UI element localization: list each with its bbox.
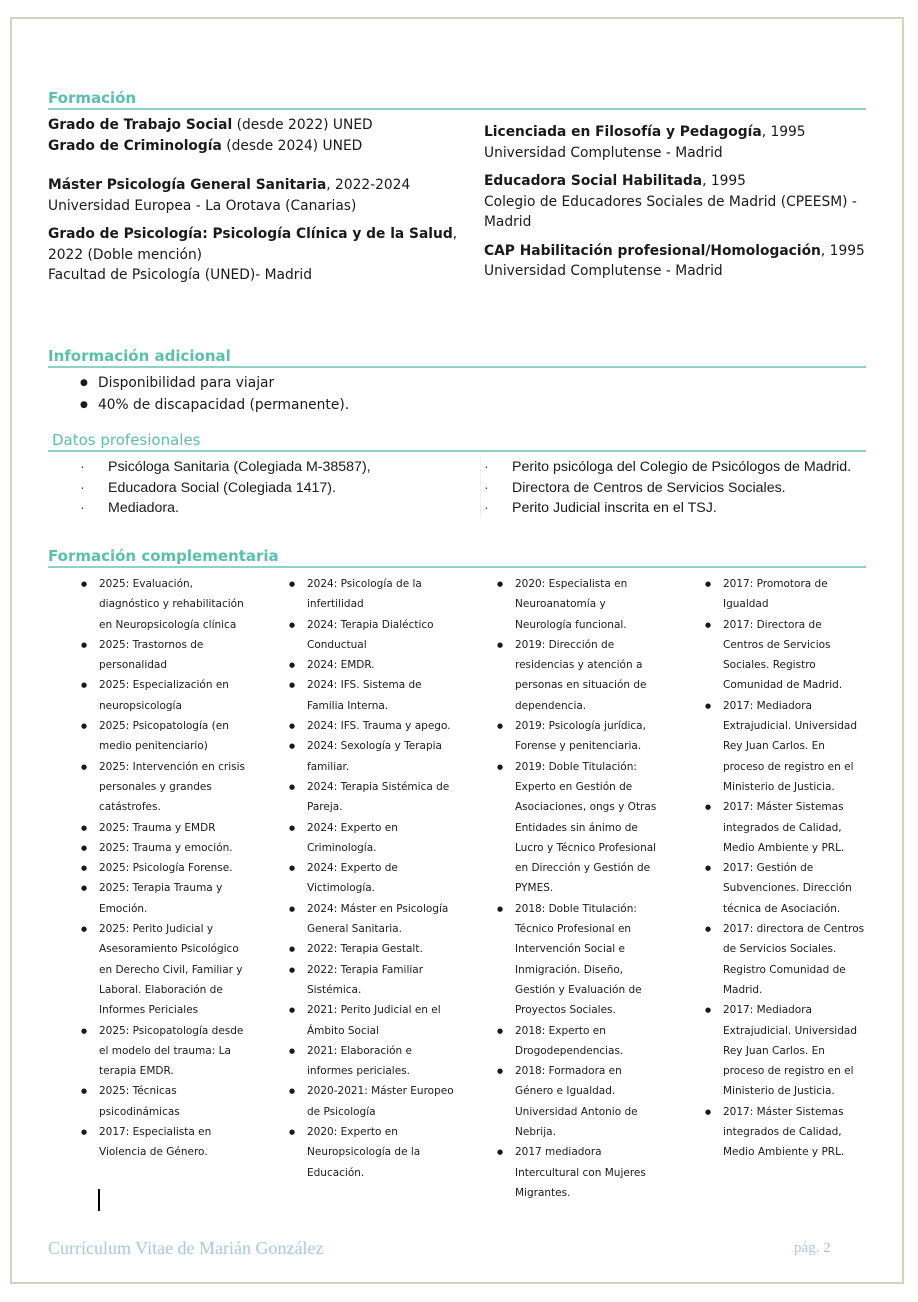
list-item: ● 2019: Doble Titulación: Experto en Gestión de Asociaciones, ongs y Otras Entidades sin ánimo de Lucro y Técnico Profesional en Dirección y Gestión de PYMES. — [497, 757, 663, 899]
list-item: ● 2017: Gestión de Subvenciones. Dirección técnica de Asociación. — [705, 858, 865, 919]
list-item: ● 2024: Experto en Criminología. — [289, 818, 455, 859]
list-item: ● 2025: Trauma y EMDR — [81, 818, 247, 838]
edu-item — [484, 171, 874, 192]
section-title-formacion-complementaria: Formación complementaria — [48, 547, 866, 568]
education-right — [484, 122, 874, 282]
list-item: ● 2021: Elaboración e informes periciales. — [289, 1041, 455, 1082]
complementaria-col-1 — [81, 574, 247, 1163]
edu-title: Máster Psicología General Sanitaria — [48, 177, 327, 193]
list-item: ● 2025: Perito Judicial y Asesoramiento Psicológico en Derecho Civil, Familiar y Laboral. Elaboración de Informes Periciales — [81, 919, 247, 1020]
list-item: ● 2017 mediadora Intercultural con Mujeres Migrantes. — [497, 1142, 663, 1203]
list-item: ● 2022: Terapia Familiar Sistémica. — [289, 960, 455, 1001]
list-item: ● 2019: Dirección de residencias y atención a personas en situación de dependencia. — [497, 635, 663, 716]
edu-title: Grado de Trabajo Social — [48, 117, 233, 133]
edu-institution: Universidad Europea - La Orotava (Canarias) — [48, 197, 357, 214]
edu-item — [48, 175, 468, 196]
section-title-formacion: Formación — [48, 89, 866, 110]
list-item: ● 2020-2021: Máster Europeo de Psicología — [289, 1081, 455, 1122]
edu-item — [484, 241, 874, 262]
list-item: ● 2017: Promotora de Igualdad — [705, 574, 865, 615]
list-item: ● 2024: Sexología y Terapia familiar. — [289, 736, 455, 777]
edu-title: Grado de Psicología: Psicología Clínica y de la Salud — [48, 226, 453, 242]
complementaria-col-4 — [705, 574, 865, 1163]
list-item: · Psicóloga Sanitaria (Colegiada M-38587), — [80, 457, 371, 478]
datos-list-left — [80, 457, 371, 519]
list-item: ● 2025: Psicopatología (en medio penitenciario) — [81, 716, 247, 757]
list-item: ● 2020: Especialista en Neuroanatomía y Neurología funcional. — [497, 574, 663, 635]
edu-item — [48, 136, 468, 157]
list-item: ● 2018: Experto en Drogodependencias. — [497, 1021, 663, 1062]
list-item: ● 2017: Mediadora Extrajudicial. Universidad Rey Juan Carlos. En proceso de registro en el Ministerio de Justicia. — [705, 1000, 865, 1101]
list-item: ● 2018: Formadora en Género e Igualdad. Universidad Antonio de Nebrija. — [497, 1061, 663, 1142]
list-item: ● 2025: Especialización en neuropsicología — [81, 675, 247, 716]
edu-item — [484, 122, 874, 143]
list-item: ● 2020: Experto en Neuropsicología de la Educación. — [289, 1122, 455, 1183]
list-item: · Mediadora. — [80, 498, 371, 519]
list-item: ● 2024: IFS. Sistema de Familia Interna. — [289, 675, 455, 716]
list-item: ● 2024: Psicología de la infertilidad — [289, 574, 455, 615]
datos-list-right — [484, 457, 851, 519]
list-item: ● 2017: Máster Sistemas integrados de Calidad, Medio Ambiente y PRL. — [705, 797, 865, 858]
complementaria-col-2 — [289, 574, 455, 1183]
edu-detail: (desde 2022) UNED — [232, 117, 373, 133]
list-item: ● 2025: Trauma y emoción. — [81, 838, 247, 858]
edu-item — [48, 115, 468, 136]
list-item: · Perito Judicial inscrita en el TSJ. — [484, 498, 851, 519]
edu-title: Grado de Criminología — [48, 137, 222, 154]
edu-detail: (desde 2024) UNED — [221, 137, 363, 154]
complementaria-col-3 — [497, 574, 663, 1203]
list-item: ● 2017: Mediadora Extrajudicial. Universidad Rey Juan Carlos. En proceso de registro en el Ministerio de Justicia. — [705, 696, 865, 797]
list-item: ● 2024: EMDR. — [289, 655, 455, 675]
list-item: · Perito psicóloga del Colegio de Psicólogos de Madrid. — [484, 457, 851, 478]
list-item: ● 2025: Técnicas psicodinámicas — [81, 1081, 247, 1122]
list-item: ● 2017: Máster Sistemas integrados de Calidad, Medio Ambiente y PRL. — [705, 1102, 865, 1163]
list-item: ● 2018: Doble Titulación: Técnico Profesional en Intervención Social e Inmigración. Diseño, Gestión y Evaluación de Proyectos Sociales. — [497, 899, 663, 1021]
edu-institution: Facultad de Psicología (UNED)- Madrid — [48, 267, 313, 283]
edu-detail: , — [452, 226, 458, 242]
footer-title: Currículum Vitae de Marián González — [48, 1238, 324, 1258]
list-item: ● 2017: directora de Centros de Servicios Sociales. Registro Comunidad de Madrid. — [705, 919, 865, 1000]
list-item: ● 2025: Psicopatología desde el modelo del trauma: La terapia EMDR. — [81, 1021, 247, 1082]
edu-detail: , 1995 — [820, 242, 865, 259]
education-left — [48, 115, 468, 286]
text-cursor — [98, 1189, 100, 1211]
section-title-datos-profesionales: Datos profesionales — [48, 431, 866, 452]
list-item: ● 2017: Especialista en Violencia de Género. — [81, 1122, 247, 1163]
list-item: ● 2025: Intervención en crisis personales y grandes catástrofes. — [81, 757, 247, 818]
list-item: ● 40% de discapacidad (permanente). — [80, 394, 349, 416]
list-item: ● 2021: Perito Judicial en el Ámbito Social — [289, 1000, 455, 1041]
edu-institution: Universidad Complutense - Madrid — [484, 263, 723, 279]
info-list — [80, 372, 349, 416]
edu-item — [48, 224, 468, 245]
edu-detail: , 1995 — [702, 173, 746, 189]
list-item: ● 2024: Experto de Victimología. — [289, 858, 455, 899]
edu-institution: Colegio de Educadores Sociales de Madrid (CPEESM) - — [484, 193, 857, 210]
edu-institution: Madrid — [484, 214, 532, 230]
edu-detail-line: 2022 (Doble mención) — [48, 246, 203, 263]
section-title-info-adicional: Información adicional — [48, 347, 866, 368]
edu-detail: , 1995 — [761, 124, 806, 140]
list-item: ● 2017: Directora de Centros de Servicios Sociales. Registro Comunidad de Madrid. — [705, 615, 865, 696]
list-item: ● 2024: Máster en Psicología General Sanitaria. — [289, 899, 455, 940]
edu-title: Educadora Social Habilitada — [484, 173, 703, 189]
edu-title: Licenciada en Filosofía y Pedagogía — [484, 124, 762, 140]
list-item: ● 2025: Psicología Forense. — [81, 858, 247, 878]
list-item: ● 2025: Terapia Trauma y Emoción. — [81, 878, 247, 919]
page-number: pág. 2 — [794, 1240, 831, 1256]
list-item: ● 2024: IFS. Trauma y apego. — [289, 716, 455, 736]
column-divider — [480, 455, 481, 517]
edu-detail: , 2022-2024 — [326, 177, 411, 193]
list-item: ● 2024: Terapia Sistémica de Pareja. — [289, 777, 455, 818]
list-item: ● 2025: Trastornos de personalidad — [81, 635, 247, 676]
list-item: · Educadora Social (Colegiada 1417). — [80, 478, 371, 499]
list-item: · Directora de Centros de Servicios Sociales. — [484, 478, 851, 499]
edu-title: CAP Habilitación profesional/Homologación — [484, 242, 821, 259]
list-item: ● 2019: Psicología jurídica, Forense y penitenciaria. — [497, 716, 663, 757]
list-item: ● 2024: Terapia Dialéctico Conductual — [289, 615, 455, 656]
list-item: ● 2022: Terapia Gestalt. — [289, 939, 455, 959]
list-item: ● Disponibilidad para viajar — [80, 372, 349, 394]
list-item: ● 2025: Evaluación, diagnóstico y rehabilitación en Neuropsicología clínica — [81, 574, 247, 635]
edu-institution: Universidad Complutense - Madrid — [484, 144, 723, 161]
